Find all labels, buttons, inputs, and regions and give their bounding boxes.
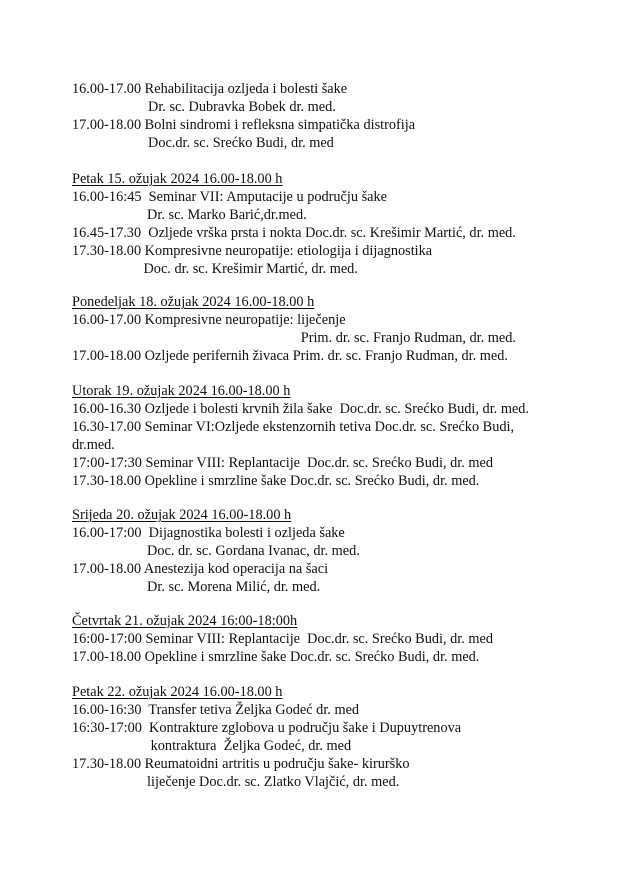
lecturer-line: Dr. sc. Dubravka Bobek dr. med. <box>148 99 336 115</box>
session-line: liječenje Doc.dr. sc. Zlatko Vlajčić, dr. med. <box>72 774 400 790</box>
session-line: 17.00-18.00 Ozljede perifernih živaca Prim. dr. sc. Franjo Rudman, dr. med. <box>72 348 508 364</box>
session-line: 17.30-18.00 Reumatoidni artritis u području šake- kirurško <box>72 756 410 772</box>
session-line: Prim. dr. sc. Franjo Rudman, dr. med. <box>72 330 516 346</box>
session-line: Doc. dr. sc. Krešimir Martić, dr. med. <box>72 261 358 277</box>
session-line: 16.30-17.00 Seminar VI:Ozljede ekstenzornih tetiva Doc.dr. sc. Srećko Budi, <box>72 419 515 435</box>
session-line: 16.00-16:45 Seminar VII: Amputacije u području šake <box>72 189 387 205</box>
session-line: 17.30-18.00 Kompresivne neuropatije: etiologija i dijagnostika <box>72 243 433 259</box>
session-line: Dr. sc. Morena Milić, dr. med. <box>72 579 321 595</box>
session-line: 16.00-16:30 Transfer tetiva Željka Godeć dr. med <box>72 702 360 718</box>
day-heading: Ponedeljak 18. ožujak 2024 16.00-18.00 h <box>72 294 315 310</box>
session-line: 16:30-17:00 Kontrakture zglobova u području šake i Dupuytrenova <box>72 720 462 736</box>
session-line: 16.00-16.30 Ozljede i bolesti krvnih žila šake Doc.dr. sc. Srećko Budi, dr. med. <box>72 401 530 417</box>
session-line: kontraktura Željka Godeć, dr. med <box>72 738 352 754</box>
session-line: 16.00-17.00 Rehabilitacija ozljeda i bolesti šake <box>72 81 348 97</box>
session-line: 17.00-18.00 Anestezija kod operacija na šaci <box>72 561 329 577</box>
session-line: 17.00-18.00 Bolni sindromi i refleksna simpatička distrofija <box>72 117 416 133</box>
session-line: 16.00-17.00 Kompresivne neuropatije: liječenje <box>72 312 346 328</box>
session-line: Doc. dr. sc. Gordana Ivanac, dr. med. <box>72 543 360 559</box>
session-line: Dr. sc. Marko Barić,dr.med. <box>72 207 307 223</box>
day-heading: Petak 22. ožujak 2024 16.00-18.00 h <box>72 684 283 700</box>
session-line: 16.00-17:00 Dijagnostika bolesti i ozljeda šake <box>72 525 345 541</box>
day-heading: Srijeda 20. ožujak 2024 16.00-18.00 h <box>72 507 292 523</box>
day-heading: Petak 15. ožujak 2024 16.00-18.00 h <box>72 171 283 187</box>
session-line: 16:00-17:00 Seminar VIII: Replantacije Doc.dr. sc. Srećko Budi, dr. med <box>72 631 494 647</box>
lecturer-line: Doc.dr. sc. Srećko Budi, dr. med <box>148 135 334 151</box>
session-line: 17:00-17:30 Seminar VIII: Replantacije Doc.dr. sc. Srećko Budi, dr. med <box>72 455 494 471</box>
session-line: 17.00-18.00 Opekline i smrzline šake Doc.dr. sc. Srećko Budi, dr. med. <box>72 649 480 665</box>
day-heading: Četvrtak 21. ožujak 2024 16:00-18:00h <box>72 613 298 629</box>
session-line: 17.30-18.00 Opekline i smrzline šake Doc.dr. sc. Srećko Budi, dr. med. <box>72 473 480 489</box>
session-line: 16.45-17.30 Ozljede vrška prsta i nokta Doc.dr. sc. Krešimir Martić, dr. med. <box>72 225 516 241</box>
day-heading: Utorak 19. ožujak 2024 16.00-18.00 h <box>72 383 291 399</box>
session-line: dr.med. <box>72 437 115 453</box>
